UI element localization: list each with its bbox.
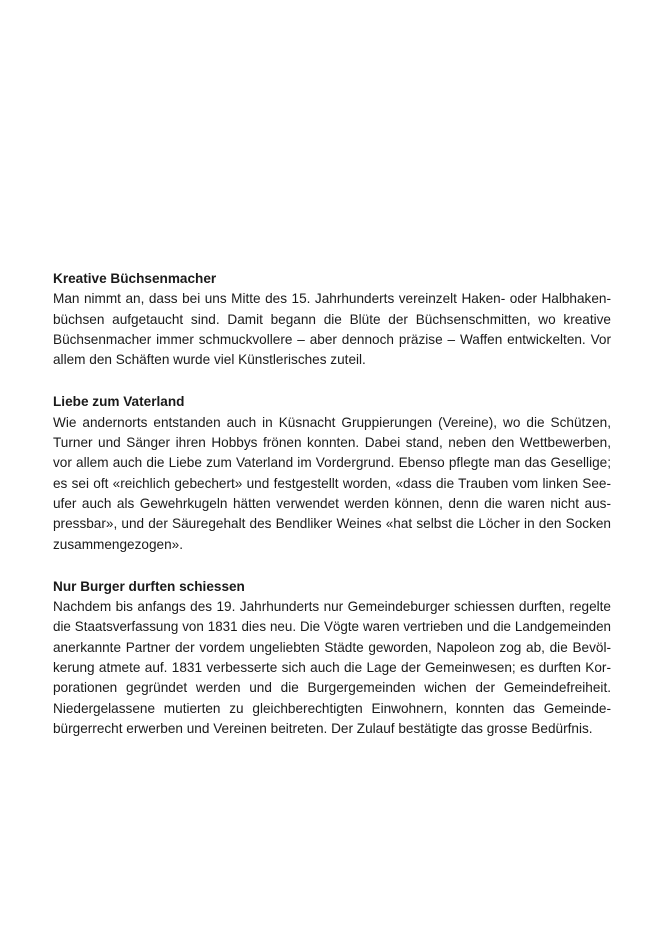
paragraph-line: bürgerrecht erwerben und Vereinen beitreten. Der Zulauf bestätigte das grosse Bedürfnis. [53,720,593,736]
paragraph-line: pressbar», und der Säuregehalt des Bendliker Weines «hat selbst die Löcher in den Socken [53,516,611,532]
paragraph-line: es sei oft «reichlich gebechert» und festgestellt worden, «dass die Trauben vom linken See- [53,475,611,491]
section-heading: Nur Burger durften schiessen [53,578,245,594]
section-heading: Liebe zum Vaterland [53,394,185,410]
paragraph-line: die Staatsverfassung von 1831 dies neu. Die Vögte waren vertrieben und die Landgemeinden [53,619,611,635]
paragraph-line: Büchsenmacher immer schmuckvollere – aber dennoch präzise – Waffen entwickelten. Vor [53,331,611,347]
paragraph-line: anerkannte Partner der vordem ungeliebten Städte geworden, Napoleon zog ab, die Bevöl- [53,639,611,655]
paragraph-line: zusammengezogen». [53,536,183,552]
section-liebe-zum-vaterland [53,392,611,554]
paragraph-line: kerung atmete auf. 1831 verbesserte sich auch die Lage der Gemeinwesen; es durften Kor- [53,660,611,676]
paragraph-line: ufer auch als Gewehrkugeln hätten verwendet werden können, denn die waren nicht aus- [53,495,611,511]
section-kreative-buechsenmacher [53,269,611,370]
paragraph-line: Niedergelassene mutierten zu gleichberechtigten Einwohnern, konnten das Gemeinde- [53,700,611,716]
paragraph-line: porationen gegründet werden und die Burgergemeinden wichen der Gemeindefreiheit. [53,680,611,696]
paragraph-line: Turner und Sänger ihren Hobbys frönen konnten. Dabei stand, neben den Wettbewerben, [53,435,611,451]
paragraph-line: Man nimmt an, dass bei uns Mitte des 15. Jahrhunderts vereinzelt Haken- oder Halbhaken- [53,291,611,307]
paragraph-line: Nachdem bis anfangs des 19. Jahrhunderts nur Gemeindeburger schiessen durften, regelte [53,599,611,615]
paragraph-line: allem den Schäften wurde viel Künstlerisches zuteil. [53,352,366,368]
paragraph-line: vor allem auch die Liebe zum Vaterland im Vordergrund. Ebenso pflegte man das Gesellige; [53,455,611,471]
paragraph-line: büchsen aufgetaucht sind. Damit begann die Blüte der Büchsenschmitten, wo kreative [53,311,611,327]
paragraph-line: Wie andernorts entstanden auch in Küsnacht Gruppierungen (Vereine), wo die Schützen, [53,414,611,430]
document-body [53,269,611,761]
section-heading: Kreative Büchsenmacher [53,271,217,286]
section-nur-burger-durften-schiessen [53,577,611,739]
